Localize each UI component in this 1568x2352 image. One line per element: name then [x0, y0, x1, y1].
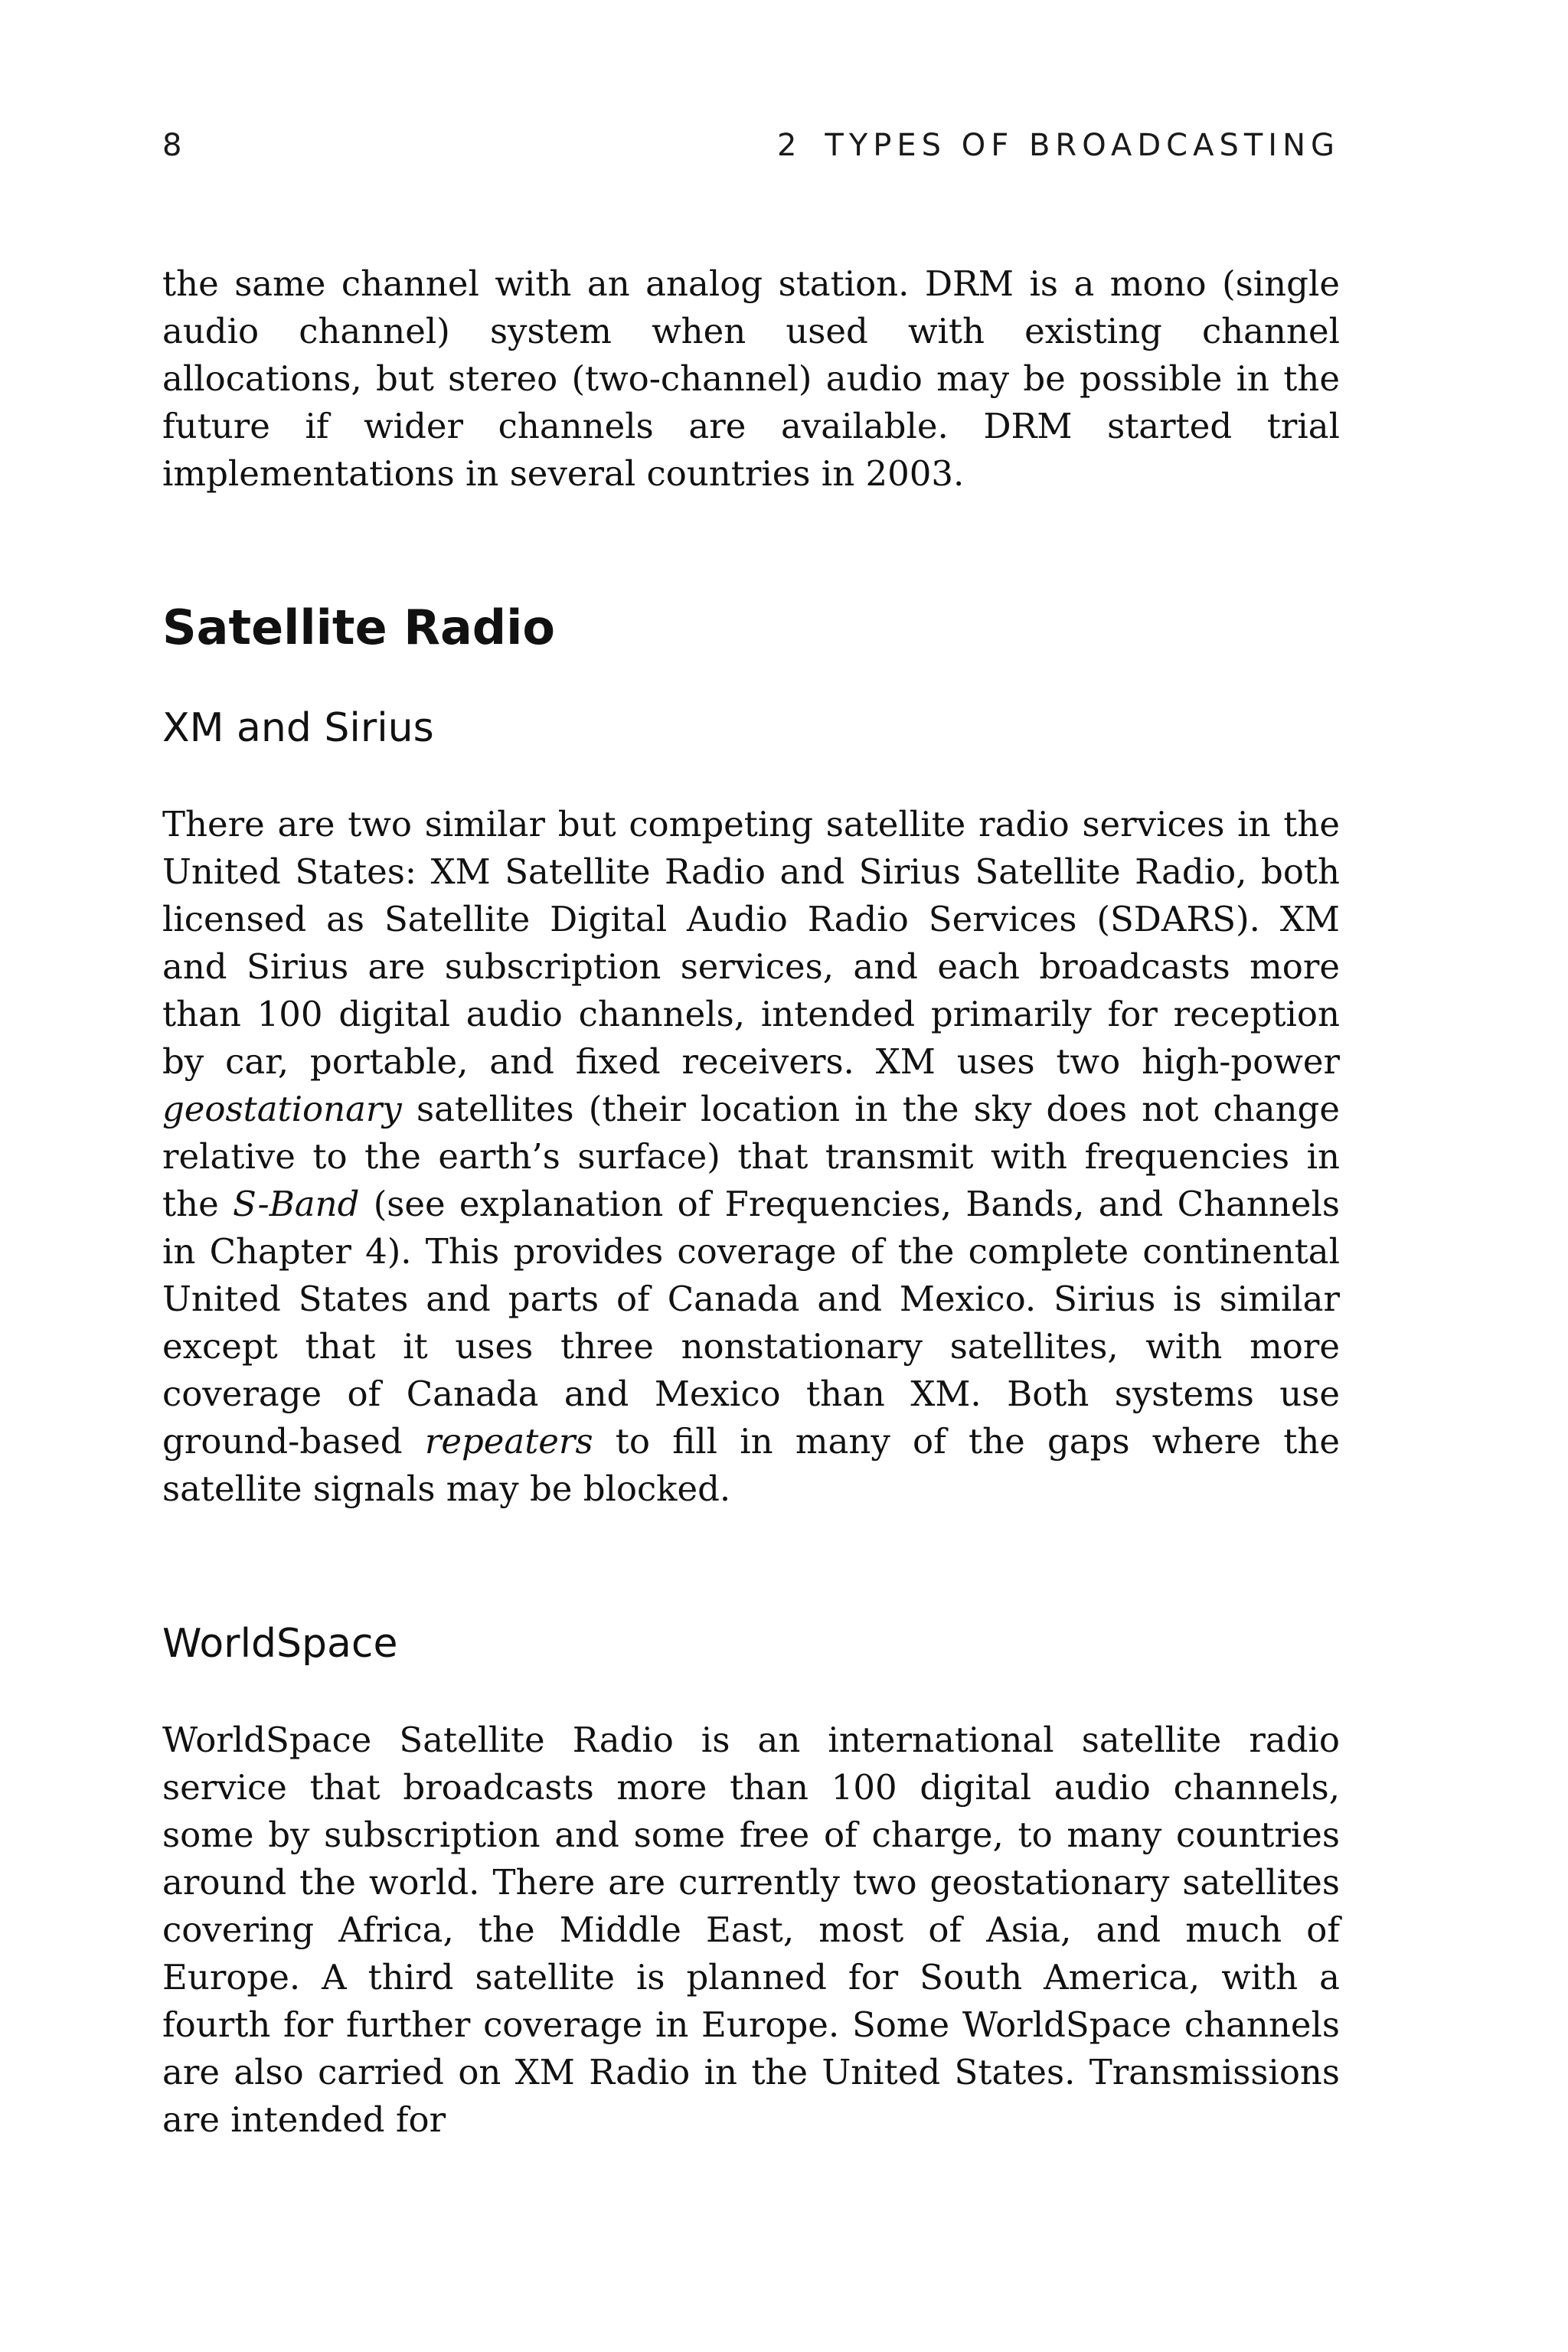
- paragraph-drm: the same channel with an analog station. DRM is a mono (single audio channel) system when used with existing channel allocations, but stereo (two-channel) audio may be possible in the future if wider channels are available. DRM started trial implementations in several countries in 2003.: [162, 263, 1340, 494]
- paragraph-xm-sirius: [162, 801, 1340, 1513]
- running-header: [162, 122, 1340, 168]
- subsection-heading-worldspace: WorldSpace: [162, 1621, 398, 1667]
- term-repeaters: repeaters: [424, 1421, 593, 1462]
- chapter-header: [777, 122, 1340, 168]
- paragraph-worldspace: WorldSpace Satellite Radio is an international satellite radio service that broadcasts more than 100 digital audio channels, some by subscription and some free of charge, to many countries around the world. There are currently two geostationary satellites covering Africa, the Middle East, most of Asia, and much of Europe. A third satellite is planned for South America, with a fourth for further coverage in Europe. Some WorldSpace channels are also carried on XM Radio in the United States. Transmissions are intended for: [162, 1720, 1340, 2140]
- subsection-heading-xm-sirius: XM and Sirius: [162, 705, 434, 751]
- paragraph-text: There are two similar but competing satellite radio services in the United States: XM Satellite Radio and Sirius Satellite Radio, both licensed as Satellite Digital Audio Radio Services (SDARS). XM and Sirius are subscription services, and each broadcasts more than 100 digital audio channels, intended primarily for reception by car, portable, and fixed receivers. XM uses two high-power: [162, 804, 1340, 1082]
- chapter-title: TYPES OF BROADCASTING: [825, 128, 1340, 163]
- paragraph-text: (see explanation of Frequencies, Bands, and Channels in Chapter 4). This provides coverage of the complete continental United States and parts of Canada and Mexico. Sirius is similar except that it uses three nonstationary satellites, with more coverage of Canada and Mexico than XM. Both systems use ground-based: [162, 1184, 1340, 1462]
- term-geostationary: geostationary: [162, 1089, 402, 1129]
- term-s-band: S-Band: [233, 1184, 360, 1224]
- paragraph-text: satellites (their location in the sky does not change relative to the earth’s surface) that transmit with frequencies in the: [162, 1089, 1340, 1224]
- section-heading-satellite-radio: Satellite Radio: [162, 599, 556, 655]
- page-number: 8: [162, 128, 182, 163]
- paragraph-text: to fill in many of the gaps where the satellite signals may be blocked.: [162, 1421, 1341, 1509]
- chapter-number: 2: [776, 128, 802, 163]
